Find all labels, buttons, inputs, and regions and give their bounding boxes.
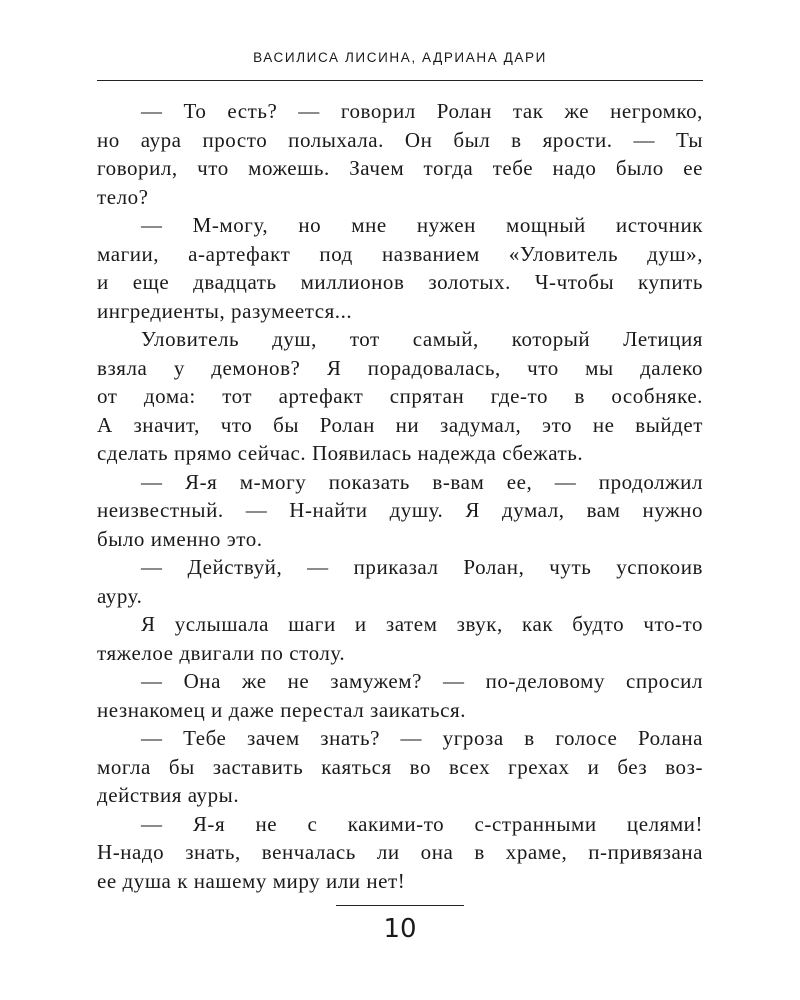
paragraph-9-line-3: ее душа к нашему миру или нет!	[97, 868, 406, 893]
paragraph-9-line-2: Н-надо знать, венчалась ли она в храме, п-привязана	[97, 840, 703, 864]
paragraph-3-line-4: А значит, что бы Ролан ни задумал, это не выйдет	[97, 412, 703, 437]
paragraph-9-line-1: — Я-я не с какими-то с-странными целями!	[141, 811, 703, 836]
paragraph-4-line-1: — Я-я м-могу показать в-вам ее, — продолжил	[141, 469, 703, 494]
paragraph-8-line-2: могла бы заставить каяться во всех грехах и без воз-	[97, 754, 703, 779]
paragraph-2-line-3: и еще двадцать миллионов золотых. Ч-чтобы купить	[97, 270, 703, 294]
paragraph-7-line-1: — Она же не замужем? — по-деловому спросил	[141, 669, 703, 693]
paragraph-3-line-5: сделать прямо сейчас. Появилась надежда сбежать.	[97, 441, 584, 465]
paragraph-2-line-4: ингредиенты, разумеется...	[97, 298, 353, 323]
paragraph-2-line-2: магии, а-артефакт под названием «Уловитель душ»,	[97, 241, 703, 266]
paragraph-6-line-2: тяжелое двигали по столу.	[97, 640, 346, 665]
paragraph-8-line-3: действия ауры.	[97, 783, 240, 807]
paragraph-1-line-4: тело?	[97, 184, 149, 209]
paragraph-5-line-1: — Действуй, — приказал Ролан, чуть успокоив	[141, 555, 703, 579]
footer-divider	[336, 905, 464, 906]
paragraph-3-line-3: от дома: тот артефакт спрятан где-то в особняке.	[97, 384, 703, 408]
paragraph-1-line-1: — То есть? — говорил Ролан так же негромко,	[141, 99, 703, 123]
paragraph-6-line-1: Я услышала шаги и затем звук, как будто что-то	[141, 612, 703, 636]
running-head: ВАСИЛИСА ЛИСИНА, АДРИАНА ДАРИ	[253, 50, 547, 65]
paragraph-2-line-1: — М-могу, но мне нужен мощный источник	[141, 213, 703, 237]
paragraph-1-line-3: говорил, что можешь. Зачем тогда тебе надо было ее	[97, 156, 703, 180]
body-text	[97, 97, 703, 895]
paragraph-8-line-1: — Тебе зачем знать? — угроза в голосе Ролана	[141, 726, 703, 750]
paragraph-3-line-2: взяла у демонов? Я порадовалась, что мы далеко	[97, 355, 703, 380]
paragraph-4-line-2: неизвестный. — Н-найти душу. Я думал, вам нужно	[97, 498, 703, 522]
page-number: 10	[383, 914, 417, 944]
header-divider	[97, 80, 703, 81]
paragraph-4-line-3: было именно это.	[97, 526, 263, 551]
paragraph-3-line-1: Уловитель душ, тот самый, который Летиция	[141, 327, 703, 351]
paragraph-5-line-2: ауру.	[97, 583, 143, 608]
paragraph-1-line-2: но аура просто полыхала. Он был в ярости. — Ты	[97, 127, 703, 152]
paragraph-7-line-2: незнакомец и даже перестал заикаться.	[97, 697, 467, 722]
